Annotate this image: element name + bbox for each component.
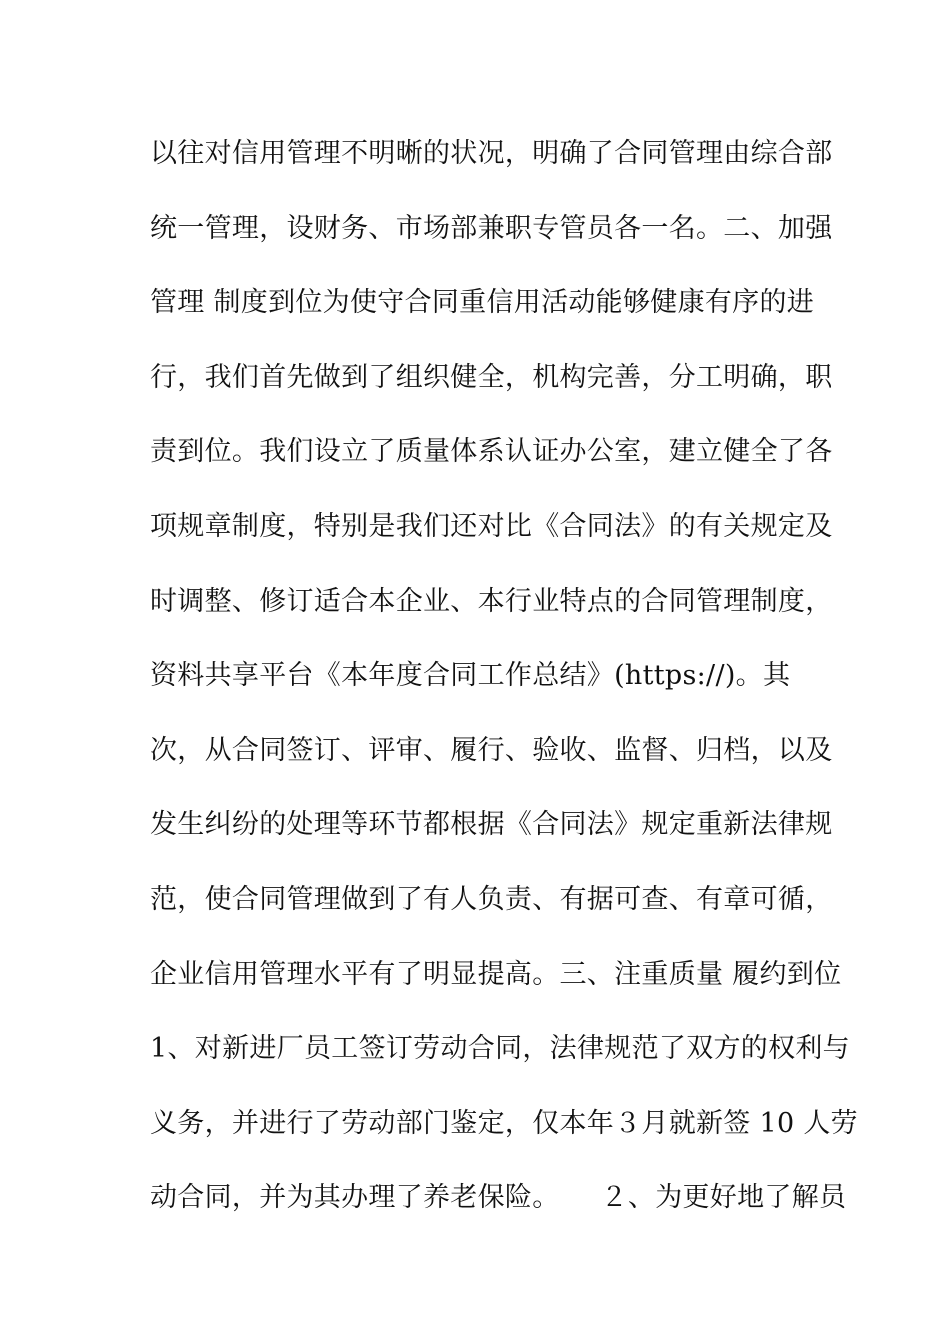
- text-line: 行，我们首先做到了组织健全，机构完善，分工明确，职: [150, 361, 833, 393]
- text-line: 项规章制度，特别是我们还对比《合同法》的有关规定及: [150, 510, 833, 542]
- text-line: 1、对新进厂员工签订劳动合同，法律规范了双方的权利与: [150, 1033, 850, 1065]
- text-line: 范，使合同管理做到了有人负责、有据可查、有章可循，: [150, 883, 833, 915]
- text-line: 次，从合同签订、评审、履行、验收、监督、归档，以及: [150, 734, 833, 766]
- text-line: 管理 制度到位为使守合同重信用活动能够健康有序的进: [150, 287, 815, 319]
- body-text: [150, 124, 858, 1243]
- text-line: 义务，并进行了劳动部门鉴定，仅本年３月就新签 10 人劳: [150, 1107, 858, 1139]
- text-line: 以往对信用管理不明晰的状况，明确了合同管理由综合部: [150, 138, 833, 169]
- text-line: 统一管理，设财务、市场部兼职专管员各一名。二、加强: [150, 212, 833, 244]
- text-line: 企业信用管理水平有了明显提高。三、注重质量 履约到位: [150, 958, 842, 990]
- text-line: 时调整、修订适合本企业、本行业特点的合同管理制度，: [150, 585, 833, 617]
- text-line: 责到位。我们设立了质量体系认证办公室，建立健全了各: [150, 436, 833, 468]
- text-line: 动合同，并为其办理了养老保险。 ２、为更好地了解员: [150, 1182, 847, 1214]
- text-line: 资料共享平台《本年度合同工作总结》(https://)。其: [150, 660, 791, 692]
- text-line: 发生纠纷的处理等环节都根据《合同法》规定重新法律规: [150, 809, 833, 841]
